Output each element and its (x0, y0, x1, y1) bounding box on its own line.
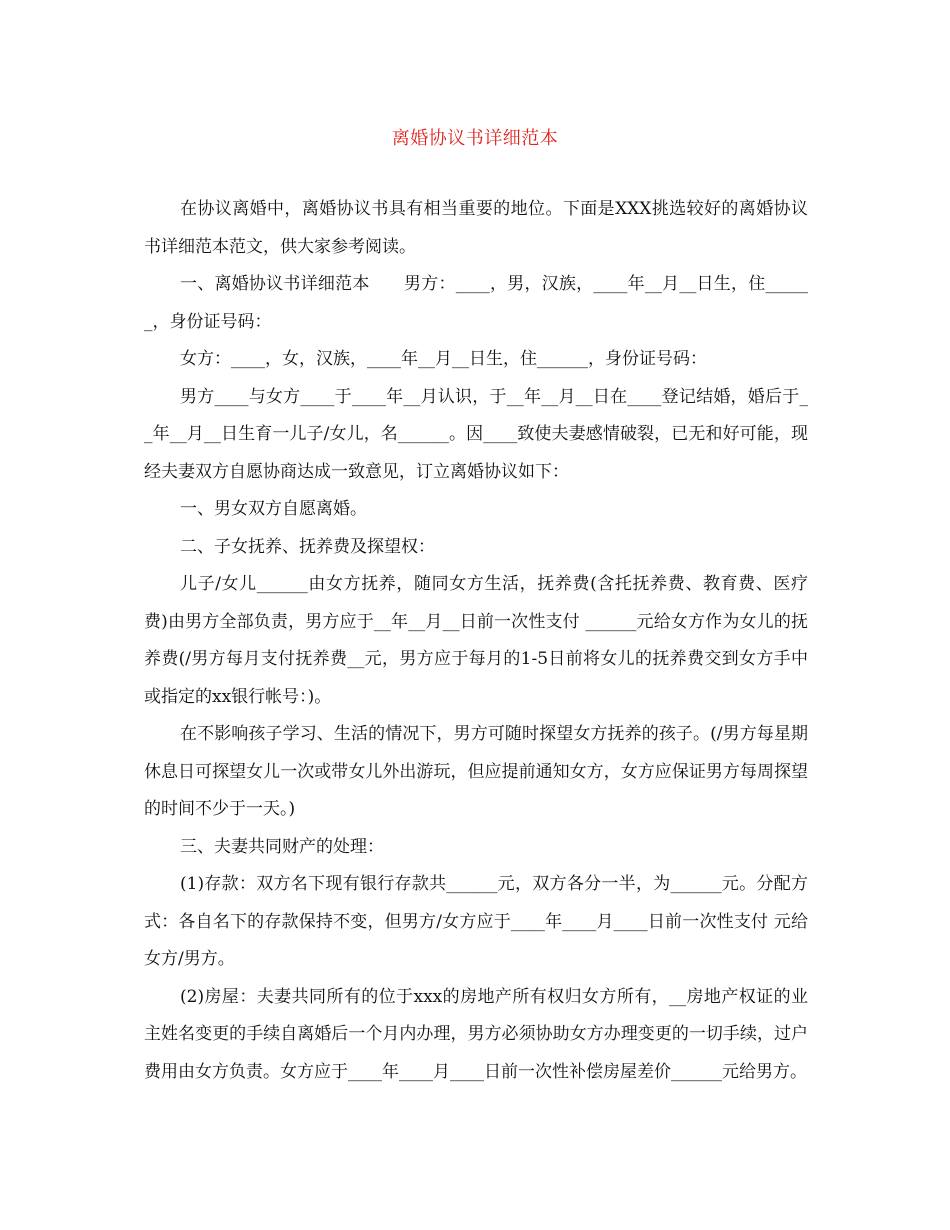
paragraph-house: (2)房屋：夫妻共同所有的位于xxx的房地产所有权归女方所有，__房地产权证的业主姓名变更的手续自离婚后一个月内办理，男方必须协助女方办理变更的一切手续，过户费用由女方负责。女方应于____年____月____日前一次性补偿房屋差价______元给男方。 (144, 986, 808, 1082)
paragraph-wife-info: 女方：____，女，汉族，____年__月__日生，住______，身份证号码： (180, 349, 707, 369)
paragraph-clause-2-heading: 二、子女抚养、抚养费及探望权： (180, 536, 435, 557)
paragraph-husband-info: 一、离婚协议书详细范本 男方：____，男，汉族，____年__月__日生，住______，身份证号码： (144, 274, 808, 332)
paragraph-clause-3-heading: 三、夫妻共同财产的处理： (180, 836, 384, 857)
paragraph-deposits: (1)存款：双方名下现有银行存款共______元，双方各分一半，为______元。分配方式：各自名下的存款保持不变，但男方/女方应于____年____月____日前一次性支付 元给女方/男方。 (144, 874, 808, 969)
paragraph-child-support: 儿子/女儿______由女方抚养，随同女方生活，抚养费(含托抚养费、教育费、医疗费)由男方全部负责，男方应于__年__月__日前一次性支付 ______元给女方作为女儿的抚养费(/男方每月支付抚养费__元，男方应于每月的1-5日前将女儿的抚养费交到女方手中或指定的xx银行帐号：)。 (144, 574, 808, 707)
paragraph-clause-1: 一、男女双方自愿离婚。 (180, 499, 367, 519)
paragraph-marriage-history: 男方____与女方____于____年__月认识，于__年__月__日在____登记结婚，婚后于__年__月__日生育一儿子/女儿，名______。因____致使夫妻感情破裂，已无和好可能，现经夫妻双方自愿协商达成一致意见，订立离婚协议如下： (144, 386, 808, 482)
paragraph-intro: 在协议离婚中，离婚协议书具有相当重要的地位。下面是XXX挑选较好的离婚协议书详细范本范文，供大家参考阅读。 (144, 199, 808, 257)
document-title: 离婚协议书详细范本 (391, 128, 559, 149)
document-body (144, 191, 808, 1091)
paragraph-visitation: 在不影响孩子学习、生活的情况下，男方可随时探望女方抚养的孩子。(/男方每星期休息日可探望女儿一次或带女儿外出游玩，但应提前通知女方，女方应保证男方每周探望的时间不少于一天。) (144, 724, 808, 819)
